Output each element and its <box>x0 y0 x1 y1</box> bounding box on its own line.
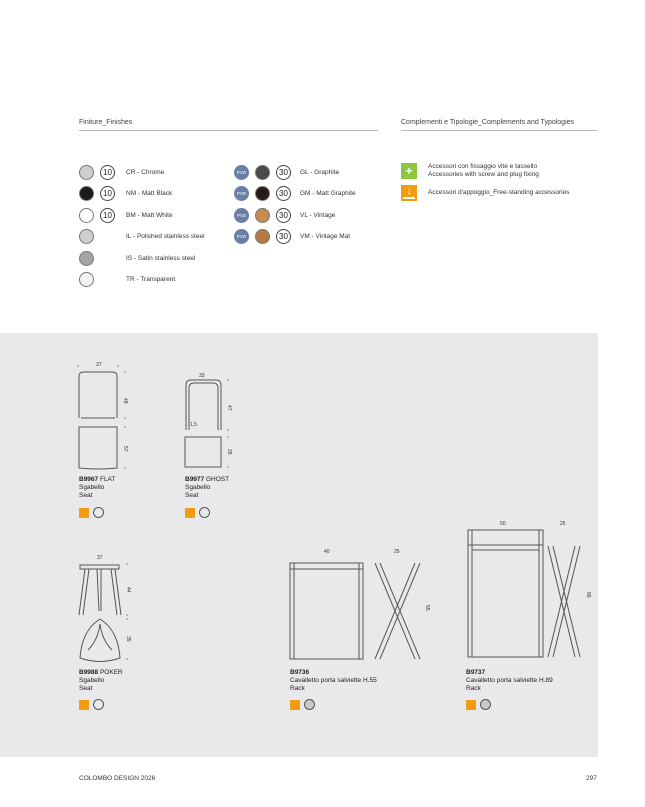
finish-label: IS - Satin stainless steel <box>126 254 196 262</box>
finish-circle-icon <box>304 699 315 710</box>
product-code: B9977 <box>185 476 205 483</box>
finishes-title: Finiture_Finishes <box>79 119 133 126</box>
plus-icon: + <box>401 163 417 179</box>
finish-code-badge: 30 <box>276 229 291 244</box>
finish-code-badge: 30 <box>276 208 291 223</box>
pvd-badge: PVD <box>234 208 249 223</box>
free-standing-icon <box>185 508 195 518</box>
rack89-dim-depth: 25 <box>560 521 566 527</box>
product-code: B9988 <box>79 669 99 676</box>
free-standing-icon <box>290 700 300 710</box>
product-desc-it: Sgabello <box>185 484 211 491</box>
b9967-finish-icons <box>79 507 104 518</box>
poker-stool-drawing <box>79 564 128 662</box>
ghost-dim-width: 33 <box>199 373 205 379</box>
product-b9967 <box>79 476 115 500</box>
complement-line-free: Accessori d'appoggio_Free-standing accessories <box>428 189 570 196</box>
complement-line-it: Accessori con fissaggio vite e tassello <box>428 163 538 170</box>
ghost-dim-thickness: 1,5 <box>190 422 197 428</box>
b9988-finish-icons <box>79 699 104 710</box>
product-desc-it: Cavalletto porta salviette H.89 <box>466 677 553 684</box>
rack-h89-drawing <box>468 530 580 657</box>
finish-label: GM - Matt Graphite <box>300 190 356 197</box>
finish-circle-icon <box>199 507 210 518</box>
poker-dim-h1: 44 <box>125 587 131 593</box>
complements-title: Complementi e Tipologie_Complements and Typologies <box>401 119 575 126</box>
pvd-badge: PVD <box>234 165 249 180</box>
product-desc-it: Sgabello <box>79 677 105 684</box>
product-name: FLAT <box>99 476 116 483</box>
free-standing-icon <box>79 508 89 518</box>
product-desc-it: Cavalletto porta salviette H.55 <box>290 677 377 684</box>
b9977-finish-icons <box>185 507 210 518</box>
free-standing-icon <box>466 700 476 710</box>
page-number: 297 <box>586 775 597 782</box>
ghost-dim-h2: 28 <box>226 449 232 455</box>
ghost-dim-h1: 47 <box>226 405 232 411</box>
finish-code-badge: 30 <box>276 165 291 180</box>
finish-code-badge: 10 <box>100 186 115 201</box>
product-desc-it: Sgabello <box>79 484 105 491</box>
product-desc-en: Seat <box>79 492 93 499</box>
product-desc-en: Seat <box>79 685 93 692</box>
flat-dim-h1: 48 <box>122 398 128 404</box>
product-b9736 <box>290 669 377 693</box>
footer-brand: COLOMBO DESIGN 2026 <box>79 775 156 782</box>
pvd-badge: PVD <box>234 229 249 244</box>
finish-label: BM - Matt White <box>126 211 173 219</box>
finish-code-badge: 10 <box>100 208 115 223</box>
product-code: B9967 <box>79 476 99 483</box>
product-b9737 <box>466 669 553 693</box>
product-b9977 <box>185 476 229 500</box>
poker-dim-width: 37 <box>97 555 103 561</box>
b9737-finish-icons <box>466 699 491 710</box>
product-name: GHOST <box>205 476 230 483</box>
product-code: B9736 <box>290 669 310 676</box>
finish-label: GL - Graphite <box>300 168 340 176</box>
finish-label: IL - Polished stainless steel <box>126 233 205 240</box>
flat-dim-h2: 57 <box>122 446 128 452</box>
rack89-dim-width: 50 <box>500 521 506 527</box>
finish-code-badge: 10 <box>100 165 115 180</box>
finish-label: CR - Chrome <box>126 168 165 176</box>
rack-h55-drawing <box>290 563 420 659</box>
flat-stool-drawing <box>78 365 126 469</box>
finish-circle-icon <box>93 507 104 518</box>
finish-circle-icon <box>93 699 104 710</box>
finish-label: NM - Matt Black <box>126 190 173 197</box>
product-desc-en: Rack <box>290 685 305 692</box>
finish-label: VM - Vintage Mat <box>300 233 351 240</box>
rack55-dim-width: 40 <box>324 549 330 555</box>
free-standing-icon <box>79 700 89 710</box>
product-name: POKER <box>99 669 123 676</box>
finish-circle-icon <box>480 699 491 710</box>
complement-line-en: Accessories with screw and plug fixing <box>428 170 539 178</box>
product-b9988 <box>79 669 123 693</box>
finish-label: TR - Transparent <box>126 276 176 283</box>
rack55-dim-height: 55 <box>424 605 430 611</box>
download-arrow-icon: ↓ <box>401 185 417 201</box>
rack55-dim-depth: 25 <box>394 549 400 555</box>
finish-code-badge: 30 <box>276 186 291 201</box>
product-desc-en: Seat <box>185 492 199 499</box>
poker-dim-h2: 35 <box>125 636 131 642</box>
product-code: B9737 <box>466 669 486 676</box>
pvd-badge: PVD <box>234 186 249 201</box>
flat-dim-width: 37 <box>96 362 102 368</box>
b9736-finish-icons <box>290 699 315 710</box>
finish-label: VL - Vintage <box>300 211 336 219</box>
product-desc-en: Rack <box>466 685 481 692</box>
rack89-dim-height: 89 <box>585 592 591 598</box>
